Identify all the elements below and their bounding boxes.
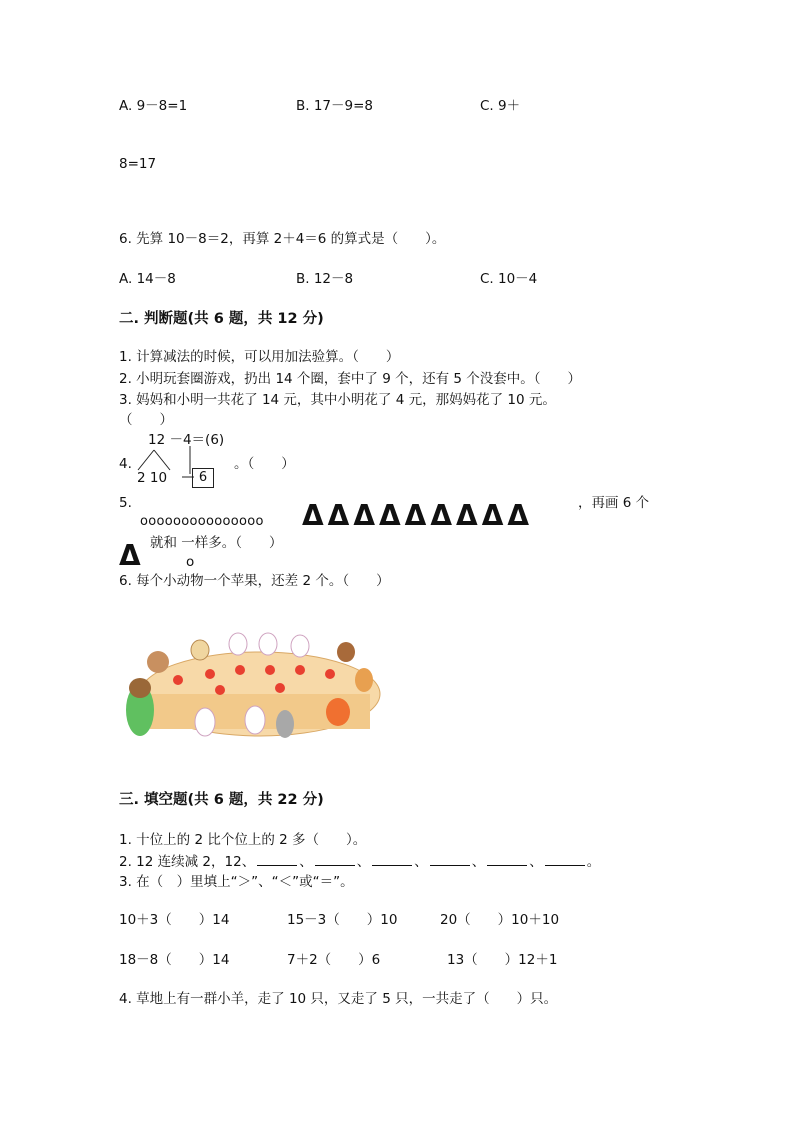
- fill-q1: 1. 十位上的 2 比个位上的 2 多（ ）。: [119, 832, 367, 848]
- question-6: 6. 先算 10－8＝2，再算 2＋4＝6 的算式是（ ）。: [119, 231, 446, 247]
- blank-2[interactable]: [315, 853, 355, 866]
- option-a: A. 9－8=1: [119, 98, 188, 114]
- fill-q4: 4. 草地上有一群小羊，走了 10 只，又走了 5 只，一共走了（ ）只。: [119, 991, 558, 1007]
- answer-box-6: 6: [192, 468, 214, 488]
- judge-q4-paren: 。（ ）: [234, 456, 295, 472]
- section-2-title: 二. 判断题(共 6 题，共 12 分): [119, 311, 324, 327]
- compare-4: 18－8（ ）14: [119, 952, 230, 968]
- option-b: B. 17－9=8: [296, 98, 374, 114]
- blank-1[interactable]: [257, 853, 297, 866]
- q6-option-b: B. 12－8: [296, 271, 354, 287]
- judge-q2: 2. 小明玩套圈游戏，扔出 14 个圈，套中了 9 个，还有 5 个没套中。（ ）: [119, 371, 582, 387]
- compare-5: 7＋2（ ）6: [287, 952, 381, 968]
- fill-q2: 2. 12 连续减 2，12、 、 、 、 、 、 。: [119, 854, 601, 870]
- judge-q5-line2: 就和 一样多。（ ）: [150, 535, 283, 551]
- split-numbers: 2 10: [137, 470, 168, 486]
- option-c-continued: 8=17: [119, 156, 157, 172]
- judge-q6: 6. 每个小动物一个苹果，还差 2 个。（ ）: [119, 573, 390, 589]
- fill-q3: 3. 在（ ）里填上“＞”、“＜”或“＝”。: [119, 874, 354, 890]
- triangles-row: ΔΔΔΔΔΔΔΔΔ: [302, 499, 534, 532]
- judge-q4-number: 4.: [119, 456, 132, 472]
- blank-5[interactable]: [487, 853, 527, 866]
- fill-q2-text: 2. 12 连续减 2，12、: [119, 854, 256, 870]
- judge-q5-number: 5.: [119, 495, 132, 511]
- judge-q5-suffix: ，再画 6 个: [578, 495, 650, 511]
- animals-table-illustration: [120, 622, 385, 752]
- circles-row: ooooooooooooooo: [140, 514, 264, 529]
- compare-3: 20（ ）10＋10: [440, 912, 560, 928]
- judge-q3-paren: （ ）: [119, 412, 173, 428]
- blank-4[interactable]: [430, 853, 470, 866]
- single-triangle: Δ: [119, 539, 145, 572]
- compare-1: 10＋3（ ）14: [119, 912, 230, 928]
- q6-option-c: C. 10－4: [480, 271, 538, 287]
- q6-option-a: A. 14－8: [119, 271, 176, 287]
- section-3-title: 三. 填空题(共 6 题，共 22 分): [119, 792, 324, 808]
- blank-6[interactable]: [545, 853, 585, 866]
- judge-q3: 3. 妈妈和小明一共花了 14 元，其中小明花了 4 元，那妈妈花了 10 元。: [119, 392, 556, 408]
- compare-2: 15－3（ ）10: [287, 912, 398, 928]
- judge-q4-equation: 12 －4＝(6): [148, 432, 225, 448]
- judge-q1: 1. 计算减法的时候，可以用加法验算。（ ）: [119, 349, 400, 365]
- dot-mark: o: [186, 554, 195, 570]
- option-c: C. 9＋: [480, 98, 521, 114]
- compare-6: 13（ ）12＋1: [447, 952, 558, 968]
- blank-3[interactable]: [372, 853, 412, 866]
